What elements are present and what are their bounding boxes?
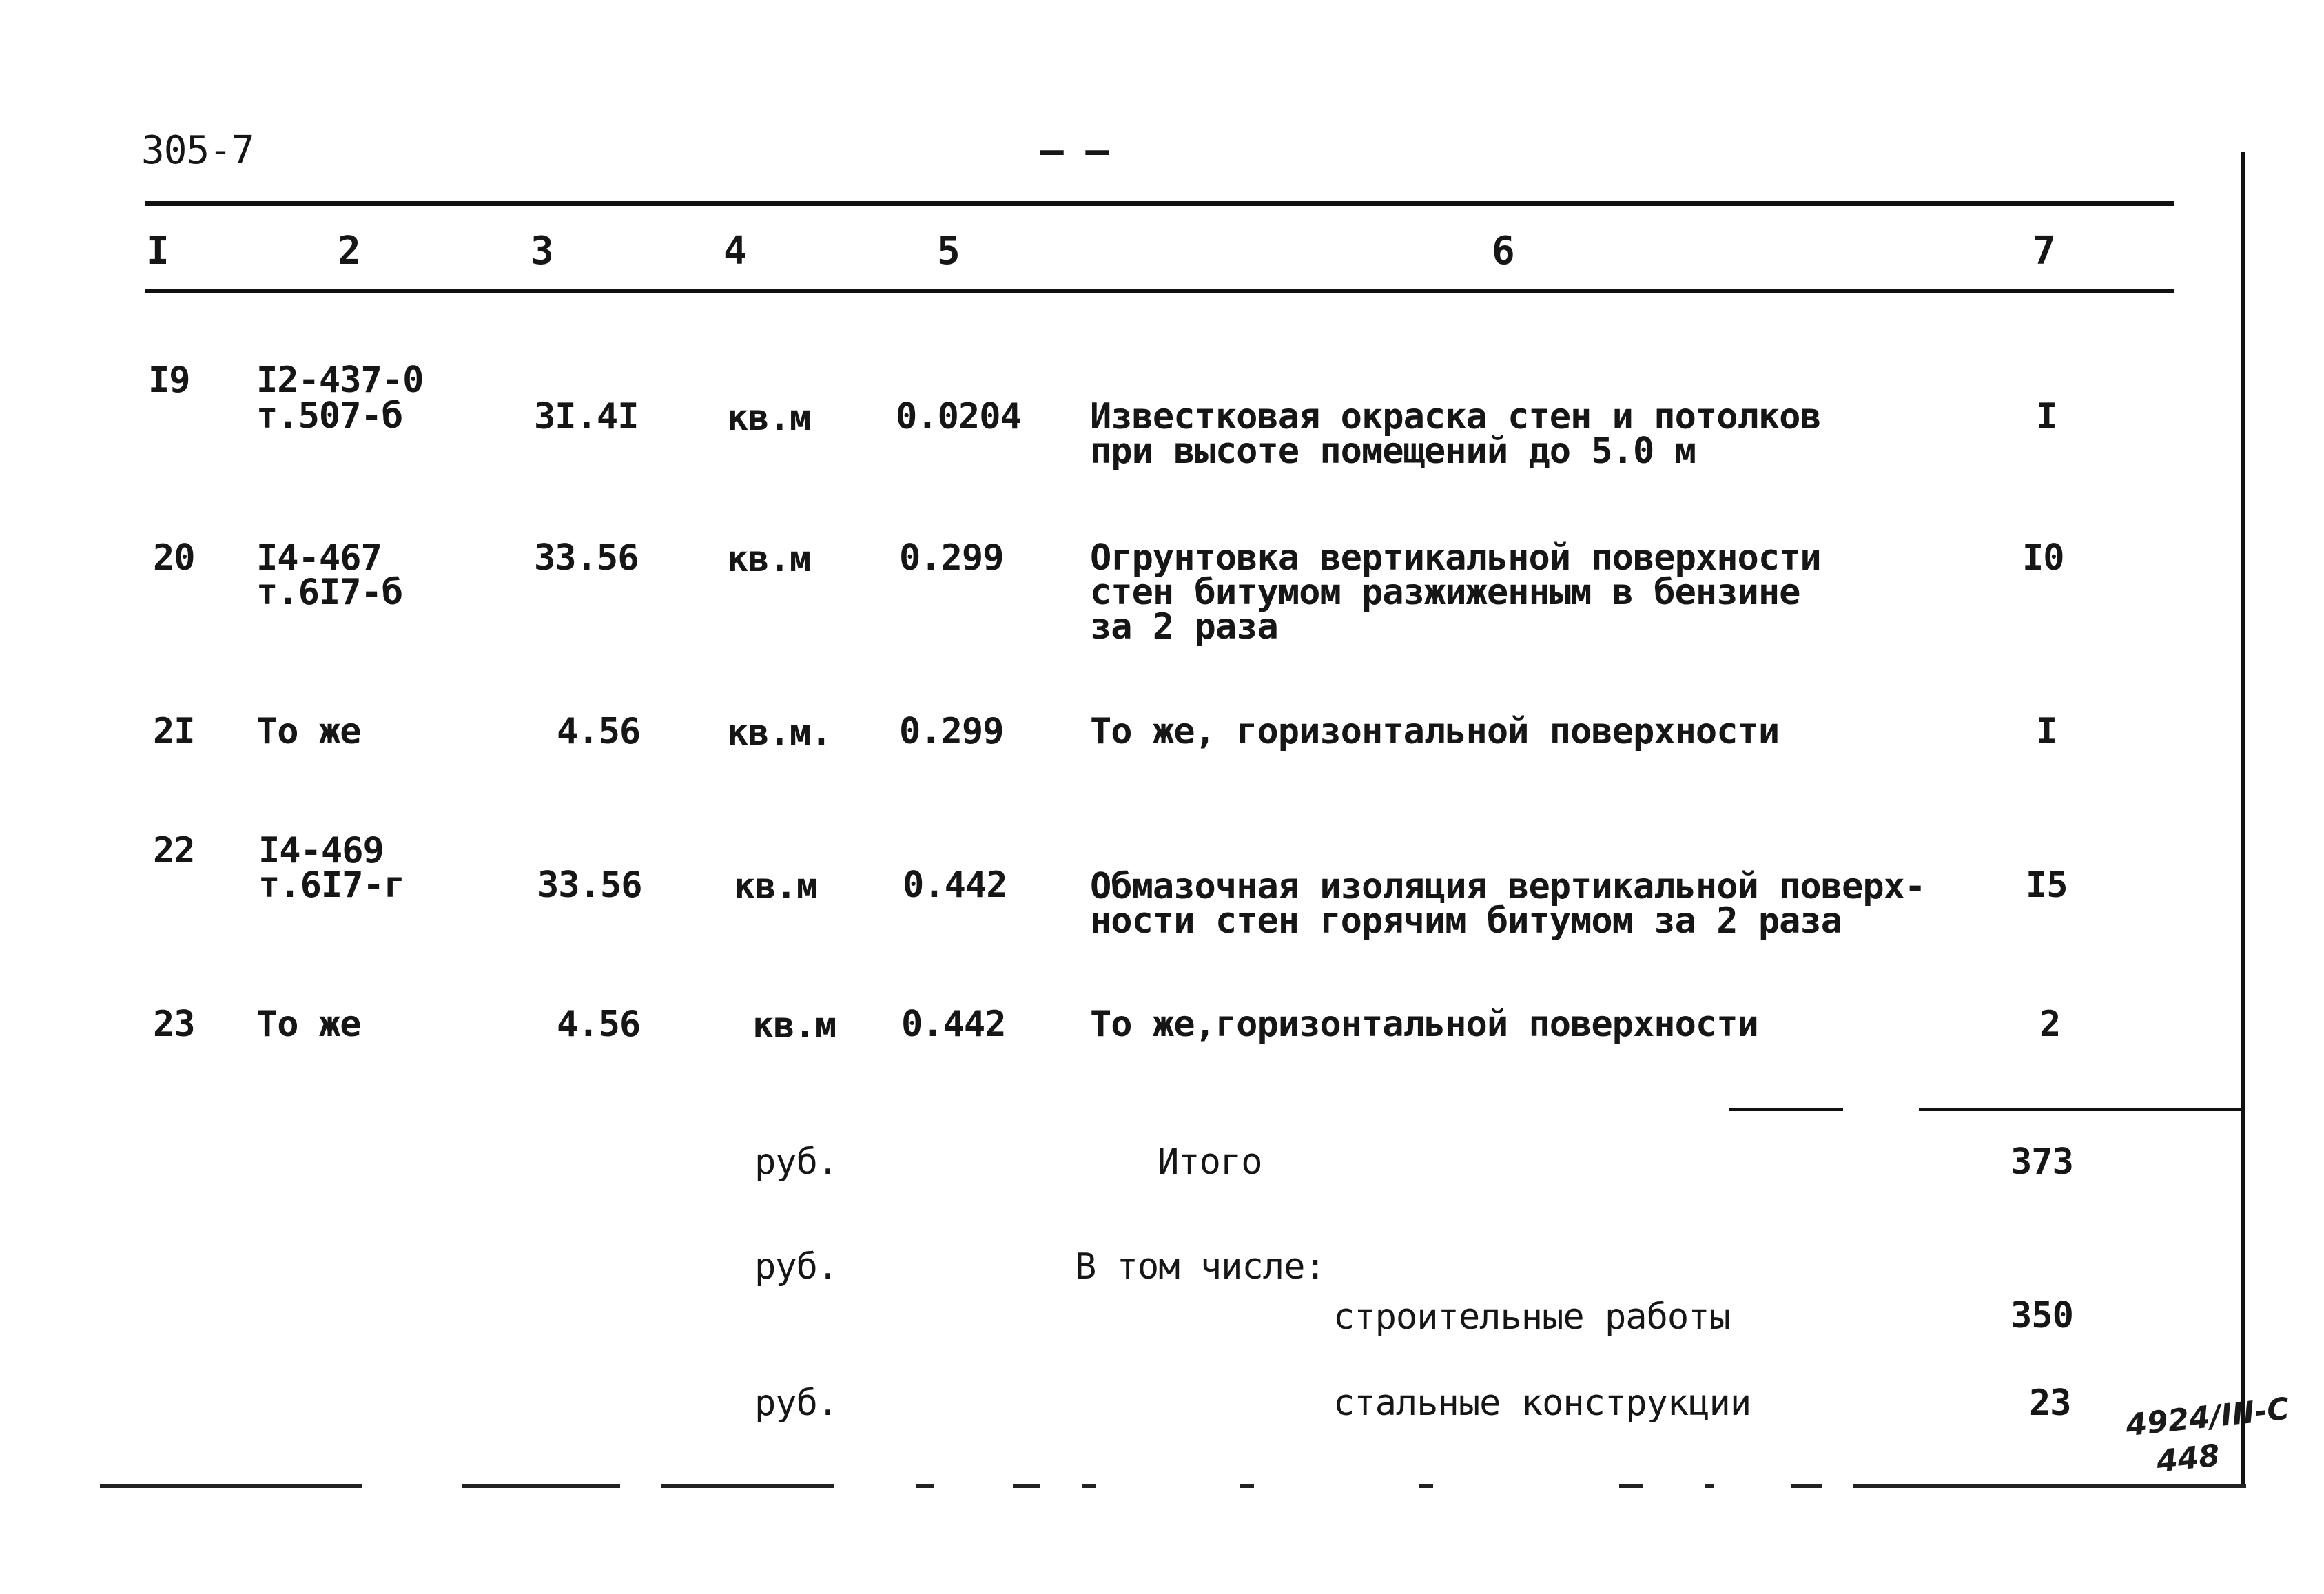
row-unit: кв.м: [727, 397, 811, 439]
bottom-rule-segment: [916, 1484, 934, 1488]
col-header-6: 6: [1492, 229, 1514, 273]
row-quantity: 3I.4I: [534, 396, 639, 437]
row-rate: 0.299: [899, 537, 1004, 579]
col-header-7: 7: [2033, 229, 2055, 273]
handwritten-code: 4924/III-С: [2124, 1391, 2292, 1444]
itogo-unit: руб.: [754, 1141, 839, 1183]
header-bottom-rule: [145, 289, 2174, 293]
row-number: 23: [153, 1004, 195, 1045]
steel-structures-label: стальные конструкции: [1333, 1383, 1751, 1424]
row-code-line1: I4-469: [258, 830, 384, 871]
row-description-line1: То же,горизонтальной поверхности: [1090, 1004, 1758, 1045]
row-code-line1: I2-437-0: [256, 360, 424, 401]
row-description-line2: стен битумом разжиженным в бензине: [1090, 572, 1800, 613]
row-number: I9: [148, 360, 190, 401]
row-quantity: 33.56: [534, 537, 639, 579]
col-header-5: 5: [937, 229, 960, 273]
bottom-rule-segment: [462, 1484, 620, 1488]
bottom-rule-segment: [1419, 1484, 1433, 1488]
row-quantity: 4.56: [557, 1004, 641, 1045]
steel-unit: руб.: [754, 1383, 839, 1424]
row-description-line1: То же, горизонтальной поверхности: [1090, 711, 1780, 752]
itogo-value: 373: [2011, 1141, 2073, 1183]
row-number: 22: [153, 830, 195, 871]
row-total: I: [2036, 396, 2057, 437]
page-number-dashes: – –: [1040, 128, 1109, 173]
row-description-line1: Огрунтовка вертикальной поверхности: [1090, 537, 1821, 579]
row-code-line1: То же: [256, 1004, 361, 1045]
header-top-rule: [145, 201, 2174, 206]
bottom-rule-segment: [1082, 1484, 1096, 1488]
row-code-line1: То же: [256, 711, 361, 752]
row-code-line1: I4-467: [256, 537, 382, 579]
row-unit: кв.м.: [727, 712, 832, 754]
row-rate: 0.299: [899, 711, 1004, 752]
steel-structures-value: 23: [2029, 1383, 2071, 1424]
row-total: I5: [2026, 865, 2068, 906]
row-quantity: 33.56: [537, 865, 642, 906]
row-code-line2: т.507-б: [256, 395, 403, 437]
construction-works-label: строительные работы: [1333, 1296, 1730, 1338]
col-header-4: 4: [723, 229, 746, 273]
row-total: I: [2036, 711, 2057, 752]
subtotal-rule-right: [1919, 1108, 2243, 1111]
row-total: I0: [2022, 537, 2064, 579]
bottom-rule-segment: [1705, 1484, 1714, 1488]
row-description-line2: при высоте помещений до 5.0 м: [1090, 431, 1696, 472]
row-code-line2: т.6I7-г: [258, 865, 405, 906]
bottom-rule-segment: [1853, 1484, 2246, 1488]
right-border-line: [2241, 152, 2245, 1488]
including-label: В том числе:: [1075, 1246, 1326, 1287]
row-unit: кв.м: [752, 1005, 836, 1046]
construction-works-value: 350: [2011, 1295, 2073, 1336]
row-number: 20: [153, 537, 195, 579]
itogo-label: Итого: [1158, 1141, 1262, 1183]
bottom-rule-segment: [1619, 1484, 1643, 1488]
row-unit: кв.м: [727, 539, 811, 580]
handwritten-number: 448: [2155, 1438, 2222, 1480]
row-description-line3: за 2 раза: [1090, 606, 1278, 648]
row-description-line1: Известковая окраска стен и потолков: [1090, 396, 1821, 437]
row-rate: 0.442: [901, 1004, 1006, 1045]
row-unit: кв.м: [734, 866, 818, 907]
col-header-2: 2: [338, 229, 360, 273]
including-unit: руб.: [754, 1246, 839, 1287]
bottom-rule-segment: [1240, 1484, 1254, 1488]
row-total: 2: [2039, 1004, 2061, 1045]
row-description-line2: ности стен горячим битумом за 2 раза: [1090, 900, 1842, 942]
row-quantity: 4.56: [557, 711, 641, 752]
bottom-rule-segment: [1791, 1484, 1822, 1488]
document-code: 305-7: [141, 128, 254, 173]
col-header-3: 3: [531, 229, 553, 273]
row-description-line1: Обмазочная изоляция вертикальной поверх-: [1090, 866, 1926, 907]
bottom-rule-segment: [100, 1484, 362, 1488]
col-header-1: I: [146, 229, 169, 273]
bottom-rule-segment: [1013, 1484, 1040, 1488]
row-code-line2: т.6I7-б: [256, 572, 403, 613]
row-rate: 0.0204: [896, 396, 1021, 437]
subtotal-rule-left: [1729, 1108, 1843, 1111]
bottom-rule-segment: [661, 1484, 834, 1488]
row-rate: 0.442: [903, 865, 1007, 906]
row-number: 2I: [153, 711, 195, 752]
